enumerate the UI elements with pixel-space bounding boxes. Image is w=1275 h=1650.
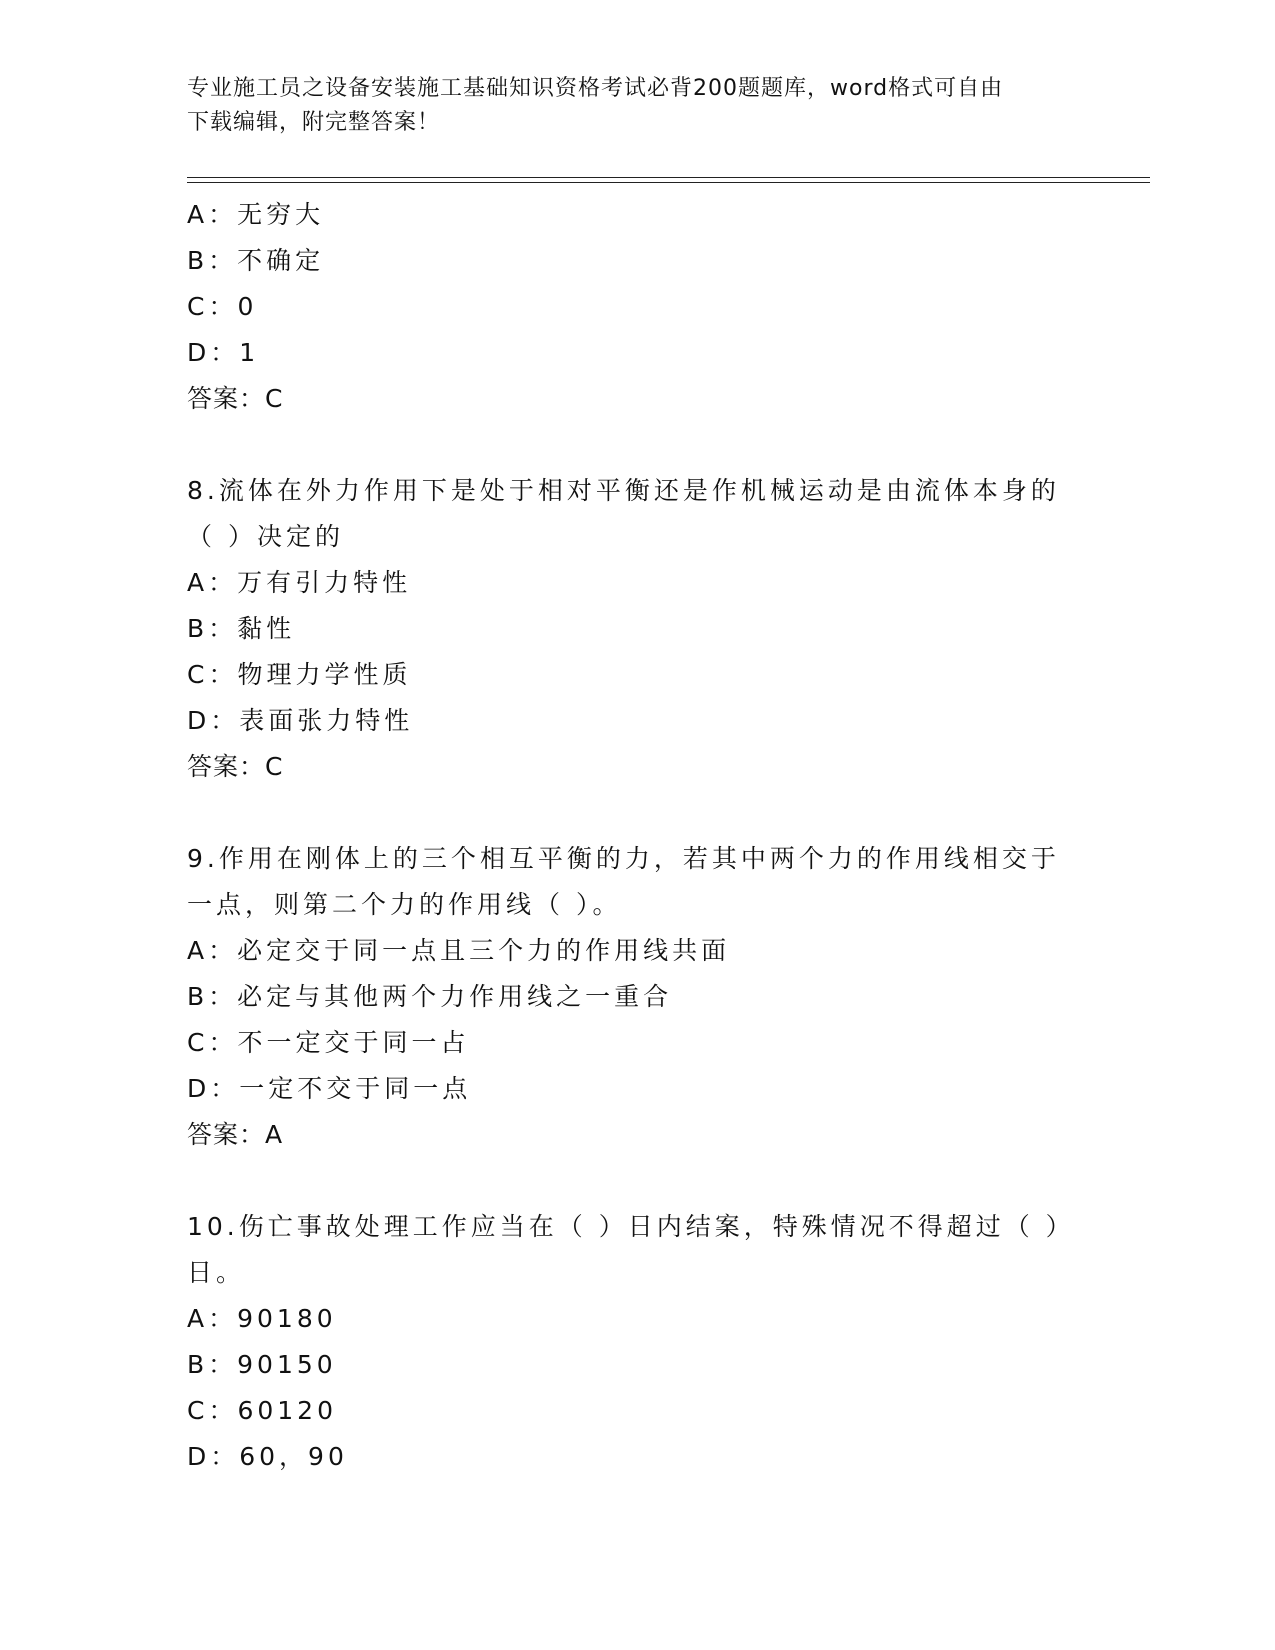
- question-list: [187, 192, 1087, 1480]
- header-line-1: 专业施工员之设备安装施工基础知识资格考试必背200题题库，word格式可自由: [187, 76, 1004, 101]
- option-c: C：0: [187, 292, 258, 321]
- answer: 答案：C: [187, 752, 284, 781]
- option-d: D：1: [187, 338, 260, 367]
- question-7: [187, 192, 1087, 422]
- header-line-2: 下载编辑，附完整答案！: [187, 110, 441, 135]
- header-divider-bottom: [187, 182, 1150, 183]
- spacer: [187, 790, 1087, 836]
- question-text-line-1: 9.作用在刚体上的三个相互平衡的力，若其中两个力的作用线相交于: [187, 844, 1060, 873]
- option-a: A：万有引力特性: [187, 568, 412, 597]
- question-8: [187, 468, 1087, 790]
- spacer: [187, 1158, 1087, 1204]
- option-b: B：黏性: [187, 614, 296, 643]
- option-b: B：必定与其他两个力作用线之一重合: [187, 982, 673, 1011]
- option-c: C：物理力学性质: [187, 660, 412, 689]
- option-a: A：必定交于同一点且三个力的作用线共面: [187, 936, 731, 965]
- option-d: D：一定不交于同一点: [187, 1074, 472, 1103]
- option-c: C：60120: [187, 1396, 337, 1425]
- question-text-line-1: 10.伤亡事故处理工作应当在（ ）日内结案，特殊情况不得超过（ ）: [187, 1212, 1075, 1241]
- option-b: B：不确定: [187, 246, 325, 275]
- header-divider-top: [187, 177, 1150, 178]
- answer: 答案：A: [187, 1120, 284, 1149]
- answer: 答案：C: [187, 384, 284, 413]
- option-c: C：不一定交于同一占: [187, 1028, 470, 1057]
- question-10: [187, 1204, 1087, 1480]
- option-d: D：60，90: [187, 1442, 348, 1471]
- spacer: [187, 422, 1087, 468]
- question-9: [187, 836, 1087, 1158]
- question-text-line-2: 一点，则第二个力的作用线（ ）。: [187, 890, 622, 919]
- question-text-line-2: （ ）决定的: [187, 522, 344, 551]
- option-a: A：90180: [187, 1304, 337, 1333]
- option-a: A：无穷大: [187, 200, 325, 229]
- option-b: B：90150: [187, 1350, 337, 1379]
- question-text-line-1: 8.流体在外力作用下是处于相对平衡还是作机械运动是由流体本身的: [187, 476, 1060, 505]
- option-d: D：表面张力特性: [187, 706, 414, 735]
- document-header: [187, 72, 1067, 140]
- question-text-line-2: 日。: [187, 1258, 246, 1287]
